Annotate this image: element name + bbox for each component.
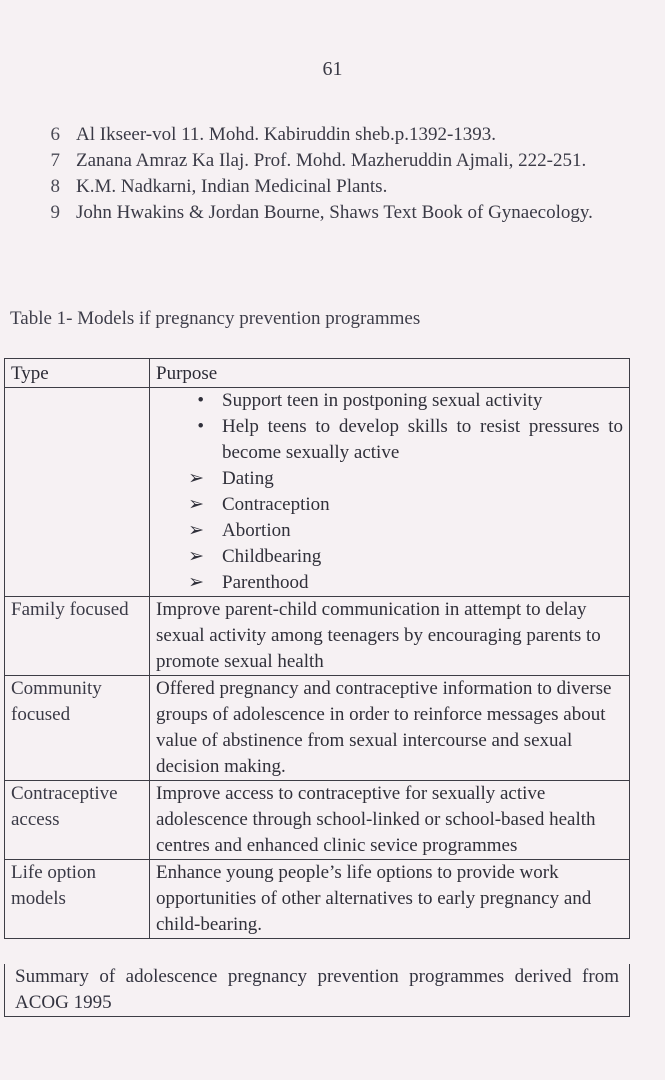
purpose-cell: Enhance young people’s life options to provide work opportunities of other alternatives to early pregnancy and child-bearing. [150,860,630,939]
models-table [4,358,630,939]
reference-item [14,122,624,147]
table-row [5,781,630,860]
reference-item [14,174,624,199]
purpose-cell: Improve parent-child communication in attempt to delay sexual activity among teenagers by encouraging parents to promote sexual health [150,597,630,676]
arrow-bullet-icon: ➢ [188,494,204,515]
purpose-cell [150,388,630,597]
arrow-bullet-icon: ➢ [188,520,204,541]
arrow-item [156,570,623,596]
reference-number: 7 [50,150,60,171]
bullet-icon: • [197,390,204,411]
arrow-item [156,544,623,570]
arrow-item-text: Childbearing [222,546,322,567]
column-header-type: Type [5,359,150,388]
bullet-item [156,414,623,466]
table-row [5,388,630,597]
type-cell: Community focused [5,676,150,781]
table-caption: Table 1- Models if pregnancy prevention programmes [10,308,421,329]
reference-text: Al Ikseer-vol 11. Mohd. Kabiruddin sheb.p.1392-1393. [76,124,497,145]
arrow-bullet-icon: ➢ [188,468,204,489]
purpose-cell: Offered pregnancy and contraceptive information to diverse groups of adolescence in order to reinforce messages about value of abstinence from sexual intercourse and sexual decision making. [150,676,630,781]
reference-number: 9 [50,202,60,223]
arrow-item [156,466,623,492]
arrow-bullet-icon: ➢ [188,572,204,593]
reference-text: K.M. Nadkarni, Indian Medicinal Plants. [76,176,388,197]
page-number: 61 [322,58,343,80]
arrow-item-text: Contraception [222,494,330,515]
bullet-text: Support teen in postponing sexual activity [222,390,543,411]
reference-list [14,122,624,226]
arrow-item-text: Abortion [222,520,291,541]
reference-text: John Hwakins & Jordan Bourne, Shaws Text Book of Gynaecology. [76,202,593,223]
reference-item [14,148,624,173]
bullet-item [156,388,623,414]
arrow-bullet-icon: ➢ [188,546,204,567]
arrow-item-text: Dating [222,468,274,489]
type-cell: Life option models [5,860,150,939]
table-row [5,860,630,939]
arrow-item-text: Parenthood [222,572,309,593]
reference-text: Zanana Amraz Ka Ilaj. Prof. Mohd. Mazheruddin Ajmali, 222-251. [76,150,587,171]
reference-number: 6 [50,124,60,145]
arrow-item [156,492,623,518]
table-summary-note: Summary of adolescence pregnancy prevention programmes derived from ACOG 1995 [4,964,630,1017]
bullet-icon: • [197,416,204,437]
arrow-item [156,518,623,544]
table-row [5,676,630,781]
reference-number: 8 [50,176,60,197]
type-cell [5,388,150,597]
purpose-cell: Improve access to contraceptive for sexually active adolescence through school-linked or school-based health centres and enhanced clinic sevice programmes [150,781,630,860]
type-cell: Family focused [5,597,150,676]
column-header-purpose: Purpose [150,359,630,388]
table-row [5,597,630,676]
bullet-text: Help teens to develop skills to resist pressures to become sexually active [222,416,623,463]
table-header-row [5,359,630,388]
reference-item [14,200,624,225]
type-cell: Contraceptive access [5,781,150,860]
